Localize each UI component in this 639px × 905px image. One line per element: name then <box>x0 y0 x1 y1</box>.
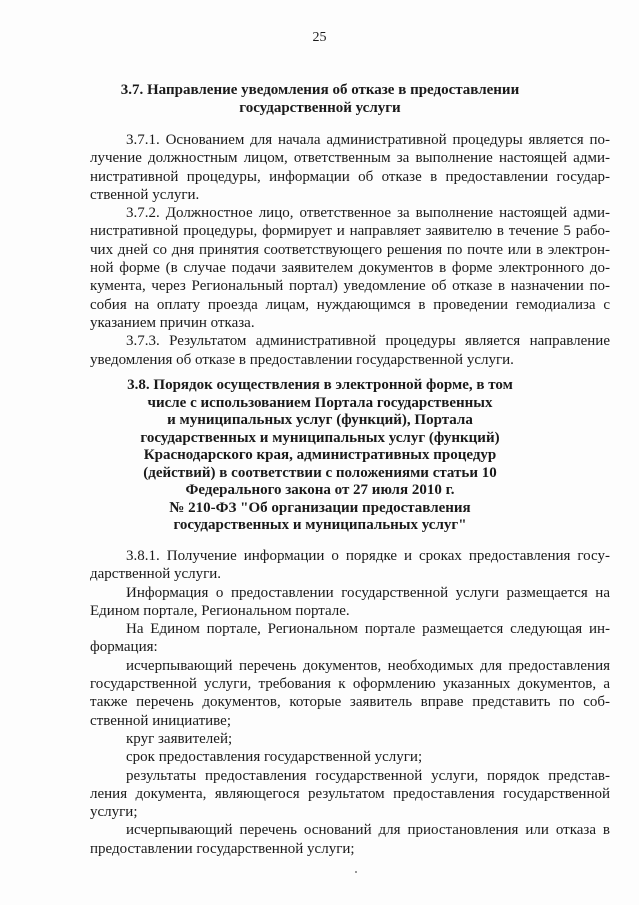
title-line: (действий) в соответствии с положениями статьи 10 <box>143 464 497 481</box>
paragraph-line: кумента, через Региональный портал) уведомление об отказе в назначении по- <box>90 278 610 295</box>
paragraph-line: указанием причин отказа. <box>90 314 255 331</box>
section-3-8-title <box>110 377 530 535</box>
title-line: государственных и муниципальных услуг" <box>173 517 467 533</box>
scan-speck <box>355 871 357 873</box>
paragraph-line: чих дней со дня принятия соответствующего решения по почте или в электрон- <box>90 241 610 258</box>
title-line: государственных и муниципальных услуг (функций) <box>140 429 500 446</box>
title-line: Федерального закона от 27 июля 2010 г. <box>185 482 455 498</box>
title-line: № 210-ФЗ "Об организации предоставления <box>169 499 471 516</box>
title-line: 3.8. Порядок осуществления в электронной форме, в том <box>127 377 513 393</box>
paragraph-line: ной форме (в случае подачи заявителем документов в форме электронного до- <box>90 260 610 277</box>
paragraph-line: также перечень документов, которые заявитель вправе представить по соб- <box>90 694 610 711</box>
paragraph-line: На Едином портале, Региональном портале размещается следующая ин- <box>126 621 610 638</box>
paragraph-line: результаты предоставления государственной услуги, порядок представ- <box>126 767 610 784</box>
paragraph-line: собия на оплату проезда лицам, нуждающимся в проведении гемодиализа с <box>90 296 610 313</box>
title-line: числе с использованием Портала государственных <box>147 394 493 411</box>
title-line: и муниципальных услуг (функций), Портала <box>167 412 473 428</box>
page-number: 25 <box>312 30 327 45</box>
paragraph-line: срок предоставления государственной услуги; <box>126 749 423 766</box>
paragraph-line: исчерпывающий перечень оснований для приостановления или отказа в <box>126 822 610 839</box>
paragraph-line: нистративной процедуры, формирует и направляет заявителю в течение 5 рабо- <box>90 223 610 240</box>
section-3-7-body <box>90 131 610 369</box>
paragraph-line: лучение должностным лицом, ответственным за выполнение настоящей адми- <box>90 150 610 167</box>
paragraph-line: дарственной услуги. <box>90 566 222 583</box>
section-3-7-title <box>110 82 530 117</box>
paragraph-line: уведомления об отказе в предоставлении государственной услуги. <box>90 351 514 368</box>
paragraph-line: ственной инициативе; <box>90 712 232 729</box>
paragraph-line: государственной услуги, требования к оформлению указанных документов, а <box>90 676 610 693</box>
paragraph-line: 3.7.1. Основанием для начала административной процедуры является по- <box>126 132 610 148</box>
paragraph-line: 3.7.3. Результатом административной процедуры является направление <box>126 333 610 350</box>
paragraph-line: ления документа, являющегося результатом предоставления государственной <box>90 785 610 802</box>
title-line: государственной услуги <box>239 99 401 116</box>
paragraph-line: 3.7.2. Должностное лицо, ответственное за выполнение настоящей адми- <box>126 205 610 222</box>
paragraph-line: ственной услуги. <box>90 186 200 203</box>
paragraph-line: формация: <box>90 639 158 656</box>
paragraph-line: 3.8.1. Получение информации о порядке и сроках предоставления госу- <box>126 548 610 564</box>
paragraph-line: Едином портале, Региональном портале. <box>90 602 350 619</box>
paragraph-line: Информация о предоставлении государственной услуги размещается на <box>126 584 610 601</box>
paragraph-line: исчерпывающий перечень документов, необходимых для предоставления <box>126 657 610 674</box>
paragraph-line: круг заявителей; <box>126 730 233 747</box>
section-3-8-body <box>90 547 610 858</box>
paragraph-line: нистративной процедуры, информации об отказе в предоставлении государ- <box>90 168 610 185</box>
title-line: 3.7. Направление уведомления об отказе в предоставлении <box>120 82 520 98</box>
paragraph-line: услуги; <box>90 804 138 821</box>
paragraph-line: предоставлении государственной услуги; <box>90 840 355 857</box>
title-line: Краснодарского края, административных процедур <box>143 447 497 463</box>
